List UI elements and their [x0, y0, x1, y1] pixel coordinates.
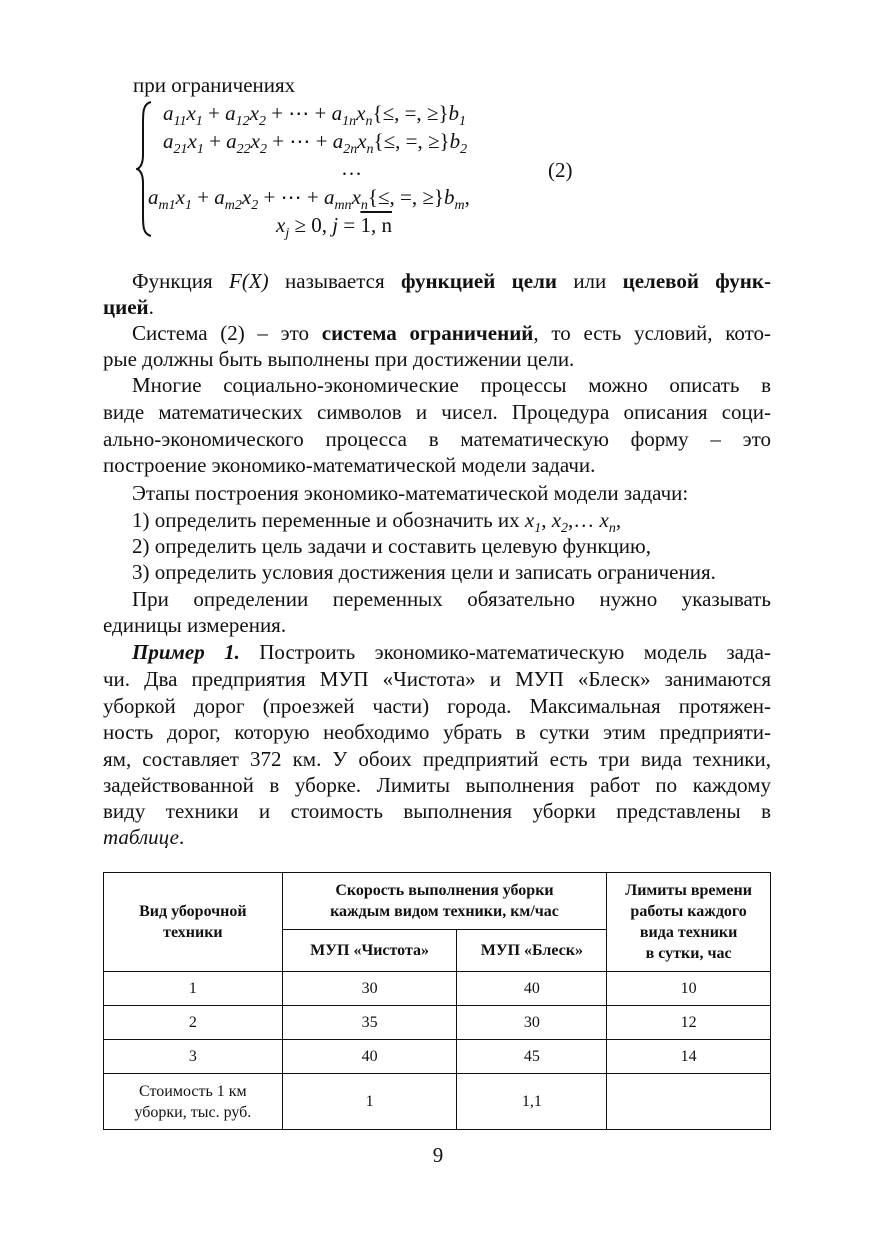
stage-item-1: 1) определить переменные и обозначить их $x_1$, $x_2,\dots$ $x_n$,: [132, 508, 622, 536]
cell-cost-limit: [607, 1074, 771, 1130]
cell-mup2: 30: [457, 1006, 607, 1040]
cell-mup1: 30: [282, 972, 457, 1006]
example-line: ям, составляет 372 км. У обоих предприятий есть три вида техники,: [103, 747, 771, 771]
cell-mup1: 40: [282, 1040, 457, 1074]
table-row: [104, 972, 771, 1006]
header-mup-blesk: МУП «Блеск»: [457, 930, 607, 972]
example-line: чи. Два предприятия МУП «Чистота» и МУП «Блеск» занимаются: [103, 667, 771, 691]
paragraph-units-line-2: единицы измерения.: [103, 613, 287, 637]
cell-limit: 12: [607, 1006, 771, 1040]
paragraph-units-line-1: При определении переменных обязательно нужно указывать: [132, 587, 771, 611]
constraint-row-1: $a_{11}x_1 + a_{12}x_2$ + ⋯ + $a_{1n}x_n\{\le$, =, $\ge\}b_1$: [163, 101, 467, 129]
stage-item-2: 2) определить цель задачи и составить целевую функцию,: [132, 534, 651, 558]
paragraph-objective-function: Функция F(X) называется функцией цели или целевой функ-: [132, 269, 771, 293]
cell-cost-label: Стоимость 1 км уборки, тыс. руб.: [104, 1074, 283, 1130]
example-line: ность дорог, которую необходимо убрать в сутки этим предприяти-: [103, 720, 771, 744]
table-row: [104, 1006, 771, 1040]
stage-item-3: 3) определить условия достижения цели и записать ограничения.: [132, 560, 716, 584]
constraints-intro: при ограничениях: [133, 73, 296, 97]
constraint-row-m: $a_{m1}x_1 + a_{m2}x_2$ + ⋯ + $a_{mn}x_n\{\le$, =, $\ge\}b_m$,: [148, 185, 470, 213]
table-row: [104, 1040, 771, 1074]
table-row-cost: [104, 1074, 771, 1130]
stages-title: Этапы построения экономико-математической модели задачи:: [132, 481, 689, 505]
cell-limit: 10: [607, 972, 771, 1006]
paragraph-processes-line-3: ально-экономического процесса в математическую форму – это: [103, 427, 771, 451]
header-equipment-type: Вид уборочной техники: [104, 873, 283, 972]
example-first-line: Пример 1. Построить экономико-математическую модель зада-: [132, 640, 771, 664]
paragraph-processes-line-2: виде математических символов и чисел. Процедура описания соци-: [103, 400, 771, 424]
paragraph-objective-function-end: цией.: [103, 295, 154, 319]
cell-mup2: 40: [457, 972, 607, 1006]
page-number: 9: [432, 1143, 444, 1167]
example-last-line: таблице.: [103, 825, 185, 849]
example-line: уборкой дорог (проезжей части) города. Максимальная протяжен-: [103, 694, 771, 718]
header-mup-chistota: МУП «Чистота»: [282, 930, 457, 972]
paragraph-constraints-system: Система (2) – это система ограничений, то есть условий, кото-: [132, 321, 771, 345]
left-brace-icon: [136, 100, 154, 238]
cell-cost-mup1: 1: [282, 1074, 457, 1130]
constraint-ellipsis: …: [341, 156, 362, 180]
cell-type: 1: [104, 972, 283, 1006]
cell-limit: 14: [607, 1040, 771, 1074]
cell-type: 2: [104, 1006, 283, 1040]
constraint-row-2: $a_{21}x_1 + a_{22}x_2$ + ⋯ + $a_{2n}x_n\{\le$, =, $\ge\}b_2$: [163, 129, 468, 157]
paragraph-processes-line-4: построение экономико-математической модели задачи.: [103, 453, 596, 477]
equation-number: (2): [548, 158, 573, 182]
cell-cost-mup2: 1,1: [457, 1074, 607, 1130]
cell-type: 3: [104, 1040, 283, 1074]
paragraph-processes-line-1: Многие социально-экономические процессы можно описать в: [132, 373, 771, 397]
header-time-limit: Лимиты времени работы каждого вида техники в сутки, час: [607, 873, 771, 972]
cell-mup2: 45: [457, 1040, 607, 1074]
cell-mup1: 35: [282, 1006, 457, 1040]
header-cleaning-speed: Скорость выполнения уборки каждым видом техники, км/час: [282, 873, 607, 930]
paragraph-constraints-system-end: рые должны быть выполнены при достижении цели.: [103, 347, 575, 371]
example-line: виду техники и стоимость выполнения уборки представлены в: [103, 799, 771, 823]
nonnegativity-condition: $x_j \ge 0$, j = 1, n: [276, 213, 392, 241]
example-line: задействованной в уборке. Лимиты выполнения работ по каждому: [103, 773, 771, 797]
limits-table: [103, 872, 771, 1130]
